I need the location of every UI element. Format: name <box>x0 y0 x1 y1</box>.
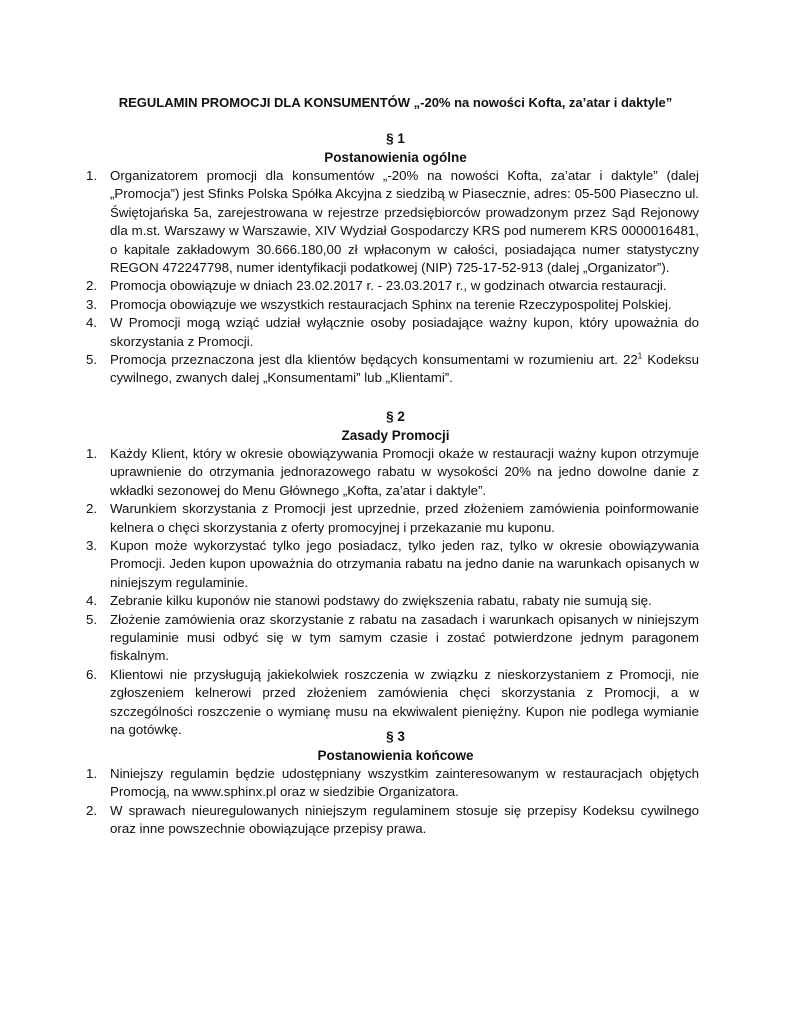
item-text: Klientowi nie przysługują jakiekolwiek roszczenia w związku z nieskorzystaniem z Promocji, nie zgłoszeniem kelnerowi przed złożeniem zamówienia chęci skorzystania z Promocji, a w szczególności roszczenie o wymianę musu na ekwiwalent pieniężny. Kupon nie podlega wymianie na gotówkę. <box>110 666 699 738</box>
list-item <box>0 167 699 277</box>
section-list <box>0 167 791 388</box>
item-text: Kodeksu cywilnego, zwanych dalej „Konsumentami” lub „Klientami”. <box>110 352 699 386</box>
section-number: § 1 <box>386 131 405 146</box>
list-item <box>0 802 699 839</box>
item-number: 4. <box>86 315 98 331</box>
item-number: 1. <box>86 168 98 183</box>
item-number: 3. <box>86 296 98 312</box>
section-2 <box>0 407 791 740</box>
item-text: Złożenie zamówienia oraz skorzystanie z rabatu na zasadach i warunkach opisanych w niniejszym regulaminie musi odbyć się w tym samym czasie i zostać potwierdzone jednym paragonem fiskalnym. <box>110 611 699 664</box>
list-item <box>0 500 699 537</box>
section-number: § 2 <box>386 409 405 424</box>
document-title: REGULAMIN PROMOCJI DLA KONSUMENTÓW „-20% na nowości Kofta, za’atar i daktyle” <box>118 95 673 110</box>
item-text: Promocja obowiązuje w dniach 23.02.2017 r. - 23.03.2017 r., w godzinach otwarcia restauracji. <box>110 278 667 294</box>
item-text: Kupon może wykorzystać tylko jego posiadacz, tylko jeden raz, tylko w okresie obowiązywania Promocji. Jeden kupon upoważnia do otrzymania rabatu na jedno danie na warunkach opisanych w niniejszym regulaminie. <box>110 538 699 590</box>
section-1 <box>0 129 791 388</box>
list-item <box>0 592 699 610</box>
list-item <box>0 537 699 592</box>
item-text: Organizatorem promocji dla konsumentów „-20% na nowości Kofta, za’atar i daktyle” (dalej „Promocja”) jest Sfinks Polska Spółka Akcyjna z siedzibą w Piasecznie, adres: 05-500 Piaseczno ul. Świętojańska 5a, zarejestrowana w rejestrze przedsiębiorców prowadzonym przez Sąd Rejonowy dla m.st. Warszawy w Warszawie, XIV Wydział Gospodarczy KRS pod numerem KRS 0000016481, o kapitale zakładowym 30.666.180,00 zł wpłaconym w całości, posiadająca numer statystyczny REGON 472247798, numer identyfikacji podatkowej (NIP) 725-17-52-913 (dalej „Organizator”). <box>110 168 699 276</box>
list-item <box>0 314 699 351</box>
item-number: 2. <box>86 802 98 818</box>
list-item <box>0 611 699 666</box>
item-number: 4. <box>86 593 98 609</box>
section-heading: Postanowienia końcowe <box>317 748 474 763</box>
item-text: Niniejszy regulamin będzie udostępniany wszystkim zainteresowanym w restauracjach objętych Promocją, na www.sphinx.pl oraz w siedzibie Organizatora. <box>110 766 699 800</box>
item-text: Warunkiem skorzystania z Promocji jest uprzednie, przed złożeniem zamówienia poinformowanie kelnera o chęci skorzystania z oferty promocyjnej i przekazanie mu kuponu. <box>110 501 699 535</box>
item-text: Każdy Klient, który w okresie obowiązywania Promocji okaże w restauracji ważny kupon otrzymuje uprawnienie do otrzymania jednorazowego rabatu w wysokości 20% na jedno dowolne danie z wkładki sezonowej do Menu Głównego „Kofta, za’atar i daktyle”. <box>110 446 699 498</box>
section-number: § 3 <box>386 729 405 744</box>
item-number: 2. <box>86 278 98 294</box>
item-text: Zebranie kilku kuponów nie stanowi podstawy do zwiększenia rabatu, rabaty nie sumują się. <box>110 593 652 609</box>
superscript: 1 <box>637 351 643 361</box>
item-text: Promocja przeznaczona jest dla klientów będących konsumentami w rozumieniu art. 22 <box>110 352 638 368</box>
section-3 <box>0 727 791 839</box>
item-number: 3. <box>86 538 98 554</box>
item-text: W Promocji mogą wziąć udział wyłącznie osoby posiadające ważny kupon, który upoważnia do skorzystania z Promocji. <box>110 315 699 349</box>
item-number: 2. <box>86 501 98 517</box>
item-number: 1. <box>86 446 98 461</box>
item-number: 1. <box>86 766 98 781</box>
list-item <box>0 445 699 500</box>
list-item <box>0 765 699 802</box>
list-item <box>0 296 699 314</box>
item-text: Promocja obowiązuje we wszystkich restauracjach Sphinx na terenie Rzeczypospolitej Polskiej. <box>110 296 672 312</box>
list-item <box>0 351 699 388</box>
section-list <box>0 765 791 839</box>
item-number: 5. <box>86 352 98 368</box>
section-heading: Postanowienia ogólne <box>324 150 467 165</box>
item-number: 6. <box>86 666 98 682</box>
item-number: 5. <box>86 611 98 627</box>
section-list <box>0 445 791 740</box>
list-item <box>0 277 699 295</box>
item-text: W sprawach nieuregulowanych niniejszym regulaminem stosuje się przepisy Kodeksu cywilnego oraz inne powszechnie obowiązujące przepisy prawa. <box>110 802 699 837</box>
section-heading: Zasady Promocji <box>341 428 450 443</box>
